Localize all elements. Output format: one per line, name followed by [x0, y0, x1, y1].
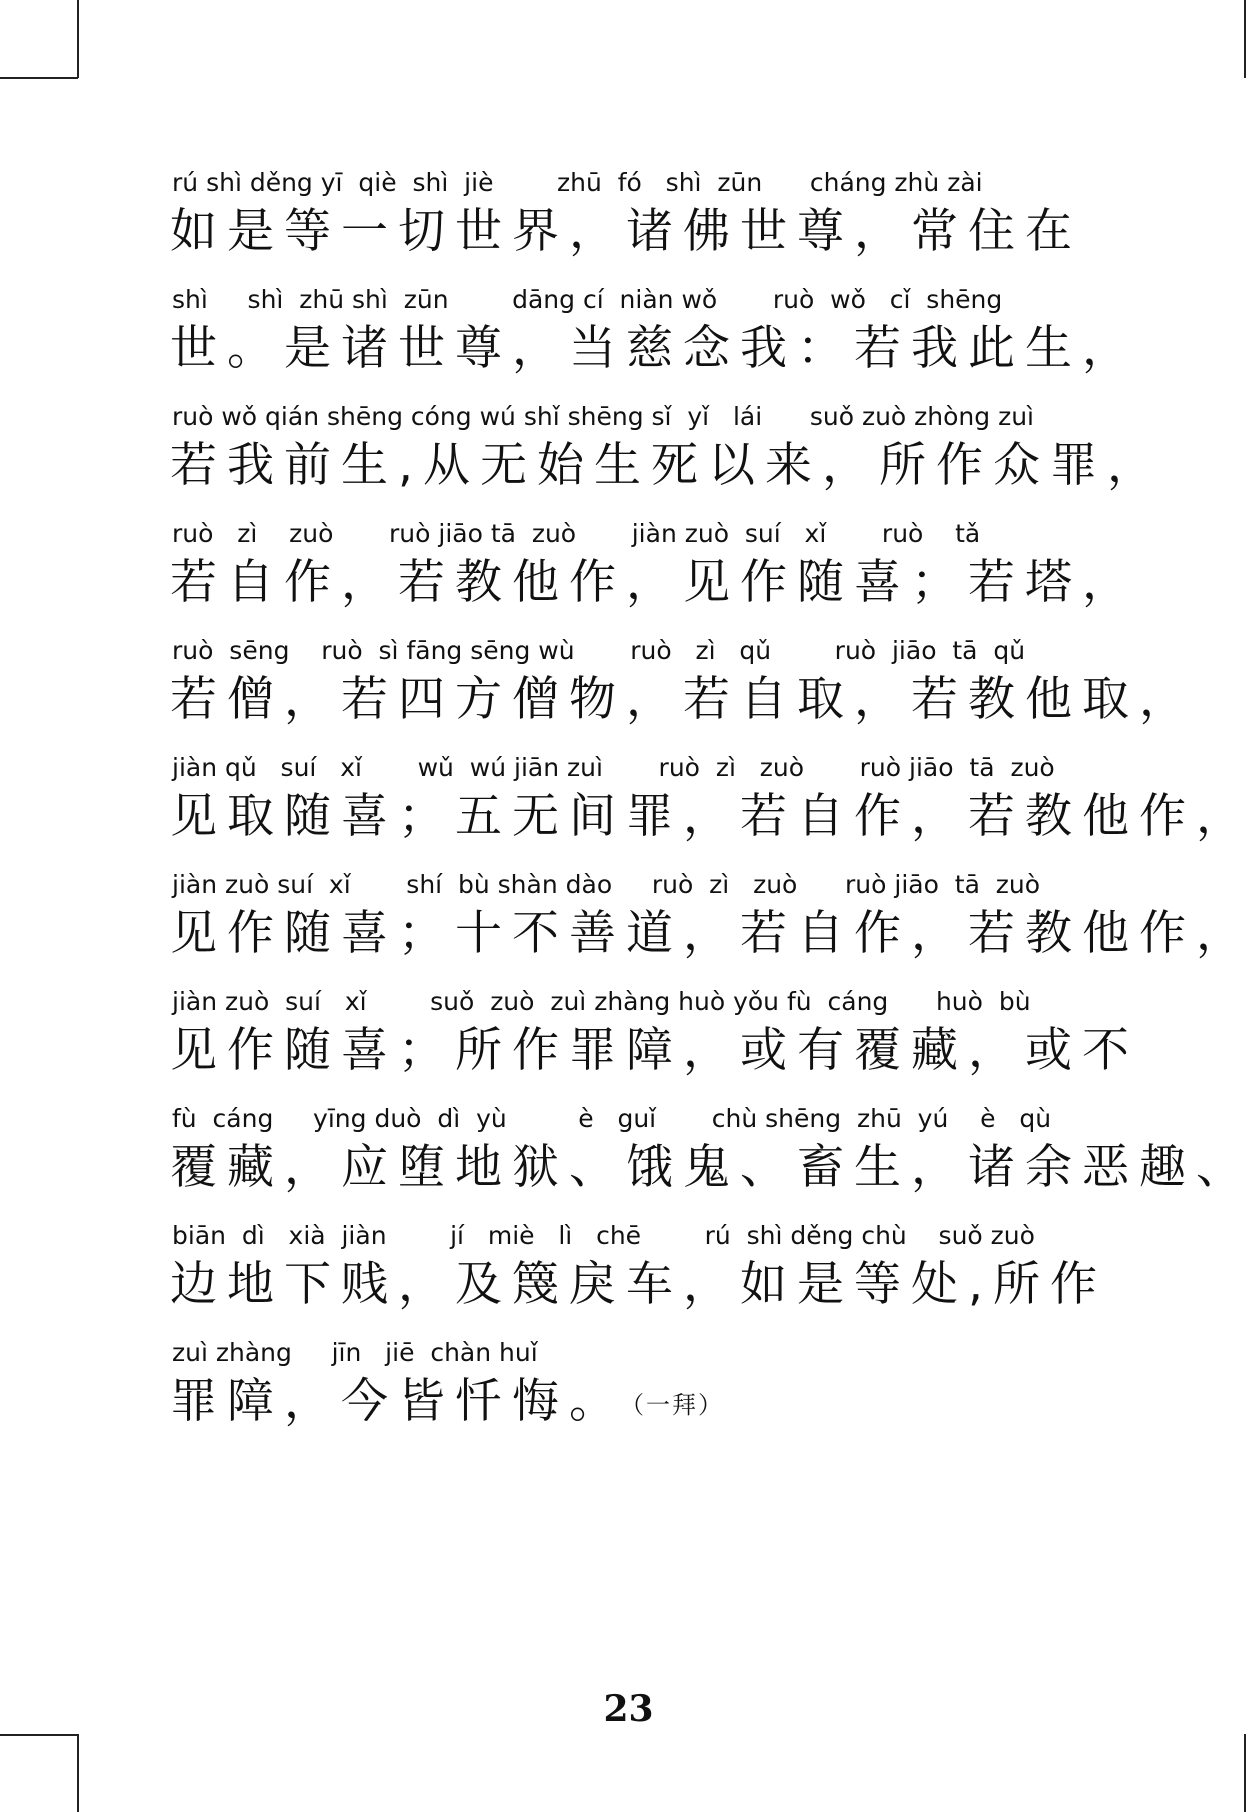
text-line-7: [170, 870, 1253, 987]
chinese-line: 见作随喜；十不善道，若自作，若教他作，: [170, 906, 1253, 961]
text-line-1: [170, 168, 1190, 285]
chinese-line: 覆藏，应堕地狱、饿鬼、畜生，诸余恶趣、: [170, 1140, 1253, 1195]
chinese-line: 见取随喜；五无间罪，若自作，若教他作，: [170, 789, 1253, 844]
chinese-line: 若我前生,从无始生死以来，所作众罪，: [170, 438, 1164, 493]
crop-mark-top-right: [1244, 0, 1246, 78]
text-line-2: [170, 285, 1190, 402]
text-line-4: [170, 519, 1190, 636]
pinyin-line: ruò sēng ruò sì fāng sēng wù ruò zì qǔ ruò jiāo tā qǔ: [172, 636, 1026, 665]
pinyin-line: ruò zì zuò ruò jiāo tā zuò jiàn zuò suí xǐ ruò tǎ: [172, 519, 981, 548]
pinyin-line: jiàn zuò suí xǐ shí bù shàn dào ruò zì zuò ruò jiāo tā zuò: [172, 870, 1041, 899]
pinyin-line: ruò wǒ qián shēng cóng wú shǐ shēng sǐ yǐ lái suǒ zuò zhòng zuì: [172, 402, 1034, 431]
chinese-line: 世。是诸世尊，当慈念我：若我此生，: [170, 321, 1139, 376]
text-line-6: [170, 753, 1253, 870]
page-number: 23: [603, 1688, 654, 1730]
chinese-line: 边地下贱，及篾戾车，如是等处,所作: [170, 1257, 1107, 1312]
text-line-5: [170, 636, 1196, 753]
text-line-3: [170, 402, 1190, 519]
chinese-line: 若僧，若四方僧物，若自取，若教他取，: [170, 672, 1196, 727]
text-line-9: [170, 1104, 1253, 1221]
pinyin-line: biān dì xià jiàn jí miè lì chē rú shì děng chù suǒ zuò: [172, 1221, 1035, 1250]
chinese-line: 如是等一切世界，诸佛世尊，常住在: [170, 204, 1082, 259]
crop-mark-bottom-left: [77, 1734, 79, 1812]
chinese-line: 若自作，若教他作，见作随喜；若塔，: [170, 555, 1139, 610]
text-line-11: [170, 1338, 1190, 1455]
pinyin-line: jiàn zuò suí xǐ suǒ zuò zuì zhàng huò yǒu fù cáng huò bù: [172, 987, 1031, 1016]
pinyin-line: rú shì děng yī qiè shì jiè zhū fó shì zūn cháng zhù zài: [172, 168, 983, 197]
chinese-line-final: [170, 1374, 724, 1433]
crop-mark-top-left: [77, 0, 79, 78]
pinyin-line: zuì zhàng jīn jiē chàn huǐ: [172, 1338, 538, 1367]
text-line-10: [170, 1221, 1190, 1338]
crop-mark-bottom-right: [1244, 1734, 1246, 1812]
chinese-line: 见作随喜；所作罪障，或有覆藏，或不: [170, 1023, 1139, 1078]
pinyin-line: fù cáng yīng duò dì yù è guǐ chù shēng zhū yú è qù: [172, 1104, 1052, 1133]
prostration-note: （一拜）: [632, 1391, 724, 1419]
pinyin-line: jiàn qǔ suí xǐ wǔ wú jiān zuì ruò zì zuò ruò jiāo tā zuò: [172, 753, 1055, 782]
chinese-line-text: 罪障，今皆忏悔。: [170, 1374, 626, 1429]
repentance-text-block: [170, 168, 1253, 1455]
crop-mark-bottom-left-horizontal: [0, 1734, 78, 1736]
pinyin-line: shì shì zhū shì zūn dāng cí niàn wǒ ruò wǒ cǐ shēng: [172, 285, 1003, 314]
crop-mark-top-left-horizontal: [0, 77, 78, 79]
text-line-8: [170, 987, 1190, 1104]
